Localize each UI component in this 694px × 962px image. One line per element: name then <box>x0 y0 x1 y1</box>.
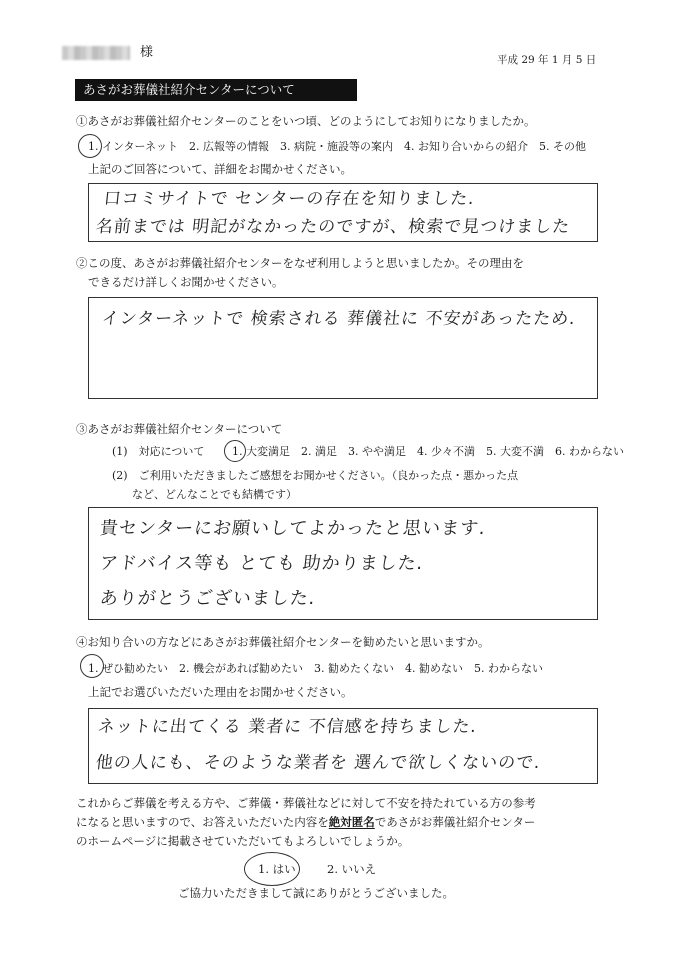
q2-answer-line1: インターネットで 検索される 葬儀社に 不安があったため. <box>100 309 577 329</box>
q3-answer-line1: 貴センターにお願いしてよかったと思います. <box>98 518 487 539</box>
q3-answer-line2: アドバイス等も とても 助かりました. <box>98 553 425 574</box>
closing-line3: のホームページに掲載させていただいてもよろしいでしょうか。 <box>76 834 410 848</box>
recipient-suffix: 様 <box>140 45 154 60</box>
q3-sub1-label: (1) 対応について <box>112 445 205 458</box>
q1-question: ①あさがお葬儀社紹介センターのことをいつ頃、どのようにしてお知りになりましたか。 <box>76 114 536 128</box>
anonymous-emphasis: 絶対匿名 <box>328 815 375 829</box>
q1-followup: 上記のご回答について、詳細をお聞かせください。 <box>88 162 353 176</box>
consent-selection-circle <box>244 852 300 886</box>
q4-answer-line1: ネットに出てくる 業者に 不信感を持ちました. <box>96 717 479 737</box>
q4-question: ④お知り合いの方などにあさがお葬儀社紹介センターを勧めたいと思いますか。 <box>76 635 490 649</box>
q3-sub2-line1: (2) ご利用いただきましたご感想をお聞かせください。（良かった点・悪かった点 <box>112 469 519 482</box>
q4-options: 1. ぜひ勧めたい 2. 機会があれば勧めたい 3. 勧めたくない 4. 勧めない 5. わからない <box>88 662 543 675</box>
q2-question-line1: ②この度、あさがお葬儀社紹介センターをなぜ利用しようと思いましたか。その理由を <box>76 256 525 270</box>
q3-selection-circle <box>224 440 246 462</box>
q2-question-line2: できるだけ詳しくお聞かせください。 <box>88 275 284 289</box>
section-header: あさがお葬儀社紹介センターについて <box>75 79 357 101</box>
closing-line1: これからご葬儀を考える方や、ご葬儀・葬儀社などに対して不安を持たれている方の参考 <box>76 796 536 810</box>
closing-line2-post: であさがお葬儀社紹介センター <box>374 815 536 829</box>
q3-question: ③あさがお葬儀社紹介センターについて <box>76 422 283 436</box>
q1-options: 1. インターネット 2. 広報等の情報 3. 病院・施設等の案内 4. お知り合いからの紹介 5. その他 <box>88 140 586 153</box>
q4-selection-circle <box>80 654 104 678</box>
closing-line2 <box>76 815 535 829</box>
q1-answer-line2: 名前までは 明記がなかったのですが、検索で見つけました <box>94 217 572 237</box>
closing-line2-pre: になると思いますので、お答えいただいた内容を <box>76 815 329 829</box>
survey-date: 平成 29 年 1 月 5 日 <box>497 54 597 66</box>
consent-yes: 1. はい <box>258 862 296 876</box>
consent-no: 2. いいえ <box>327 862 377 876</box>
q4-followup: 上記でお選びいただいた理由をお聞かせください。 <box>88 685 353 699</box>
thanks-message: ご協力いただきまして誠にありがとうございました。 <box>178 886 454 900</box>
q3-sub1-options: 1. 大変満足 2. 満足 3. やや満足 4. 少々不満 5. 大変不満 6. わからない <box>232 445 624 458</box>
q1-selection-circle <box>78 134 102 158</box>
q4-answer-line2: 他の人にも、そのような業者を 選んで欲しくないので. <box>94 753 542 773</box>
q3-sub2-line2: など、どんなことでも結構です） <box>132 488 297 501</box>
q3-answer-line3: ありがとうございました. <box>98 588 317 609</box>
redacted-name <box>62 46 130 60</box>
q1-answer-line1: 口コミサイトで センターの存在を知りました. <box>102 189 476 209</box>
